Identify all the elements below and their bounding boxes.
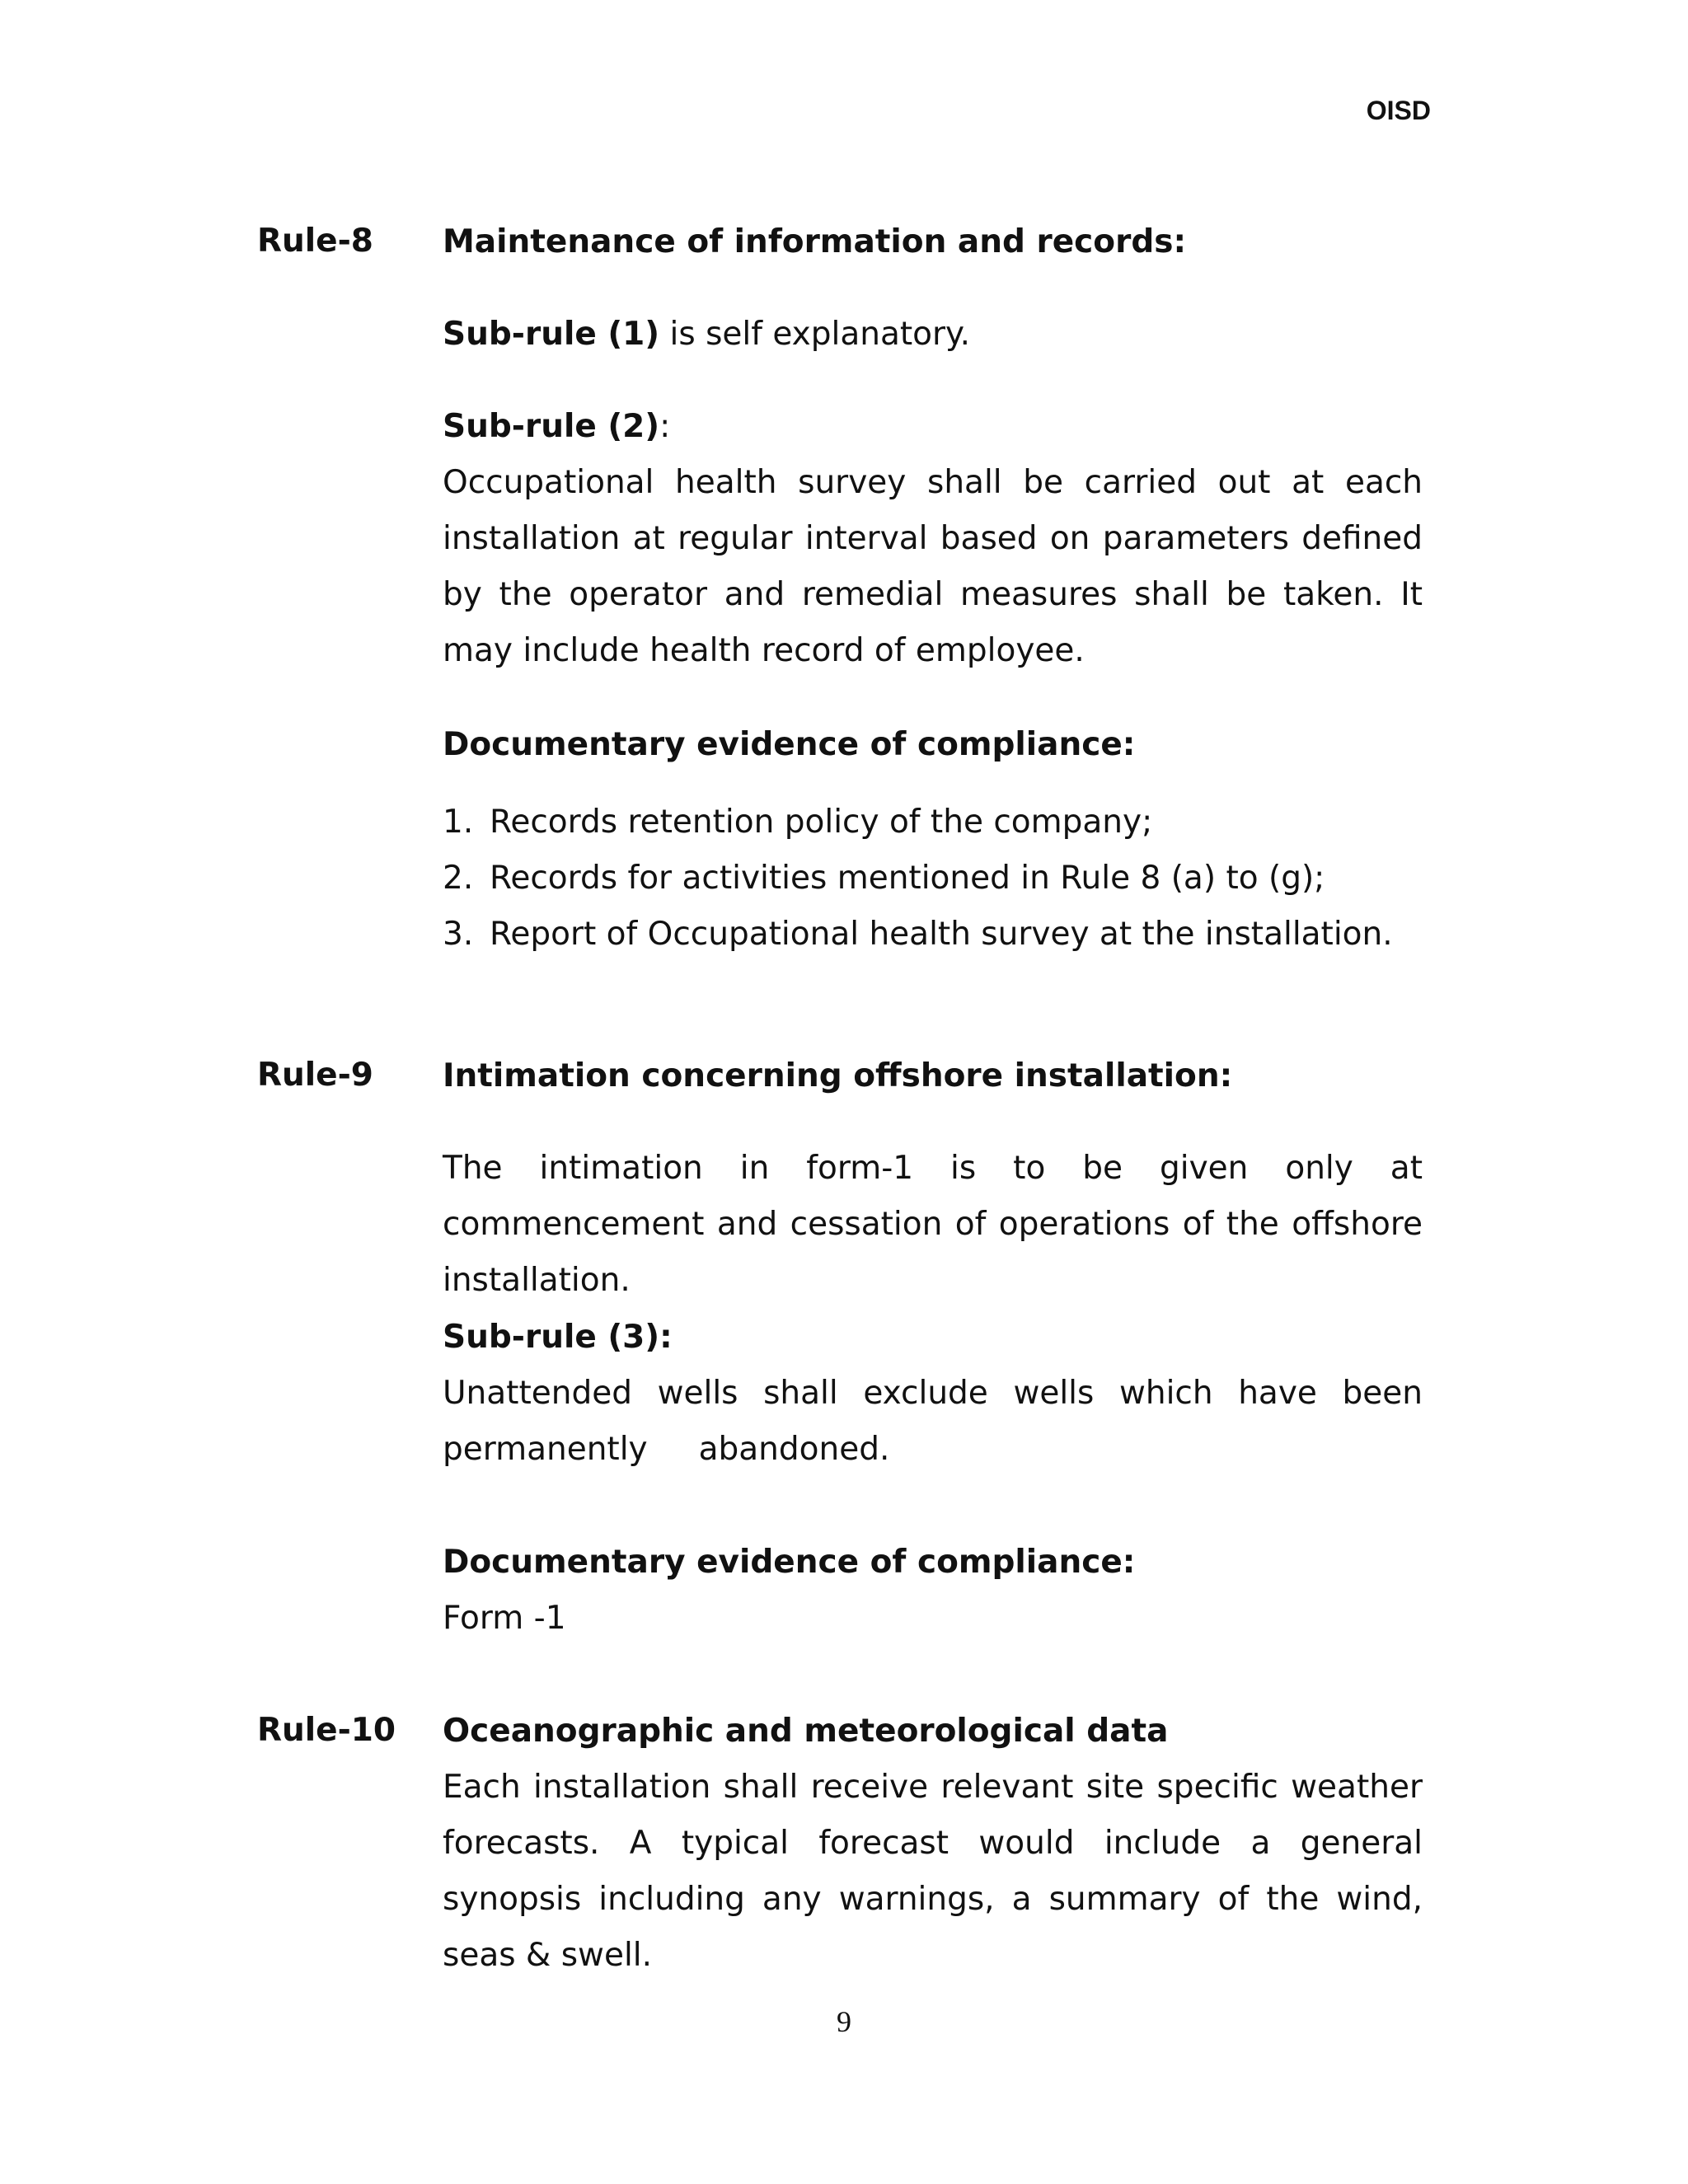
- rule-9-label: Rule-9: [257, 1057, 373, 1094]
- rule-8-subrule-2-text: Occupational health survey shall be carried out at each installation at regular interval based on parameters defined by the operator and remedial measures shall be taken. It may include health record of employee.: [443, 464, 1423, 669]
- list-item-number: 2.: [443, 860, 474, 897]
- subrule-1-label: Sub-rule (1): [443, 316, 660, 353]
- list-item-text: Records retention policy of the company;: [490, 804, 1153, 841]
- subrule-2-label: Sub-rule (2): [443, 408, 660, 445]
- list-item-text: Records for activities mentioned in Rule 8 (a) to (g);: [490, 860, 1325, 897]
- rule-8-heading: Maintenance of information and records:: [443, 223, 1187, 260]
- page-number: 9: [837, 2005, 851, 2038]
- rule-10-heading: Oceanographic and meteorological data: [443, 1713, 1169, 1750]
- list-item-number: 1.: [443, 804, 474, 841]
- rule-8-subrule-2-heading: [443, 399, 1423, 455]
- page-header: OISD: [1366, 96, 1431, 125]
- rule-10-text: Each installation shall receive relevant site specific weather forecasts. A typical forecast would include a general synopsis including any warnings, a summary of the wind, seas & swell.: [443, 1769, 1423, 1974]
- list-item: [443, 907, 1423, 963]
- list-item: [443, 794, 1423, 851]
- rule-8-label: Rule-8: [257, 223, 373, 260]
- rule-8-subrule-1: [443, 307, 1423, 363]
- rule-9-subrule-3-label: Sub-rule (3):: [443, 1319, 673, 1356]
- subrule-2-colon: :: [659, 408, 671, 445]
- list-item-number: 3.: [443, 916, 474, 953]
- rule-10-label: Rule-10: [257, 1712, 396, 1749]
- rule-8-evidence-heading: Documentary evidence of compliance:: [443, 726, 1136, 763]
- list-item-text: Report of Occupational health survey at the installation.: [490, 916, 1393, 953]
- rule-9-evidence-text: Form -1: [443, 1600, 566, 1637]
- rule-9-text: The intimation in form-1 is to be given only at commencement and cessation of operations of the offshore installation.: [443, 1150, 1423, 1299]
- rule-9-heading: Intimation concerning offshore installation:: [443, 1057, 1233, 1094]
- list-item: [443, 851, 1423, 907]
- rule-9-evidence-heading: Documentary evidence of compliance:: [443, 1544, 1136, 1581]
- rule-8-evidence-list: [443, 794, 1423, 963]
- subrule-1-text: is self explanatory.: [659, 316, 970, 353]
- subrule-3-text: Unattended wells shall exclude wells which have been permanently abandoned.: [443, 1375, 1433, 1468]
- rule-9-subrule-3-text: [443, 1366, 1433, 1478]
